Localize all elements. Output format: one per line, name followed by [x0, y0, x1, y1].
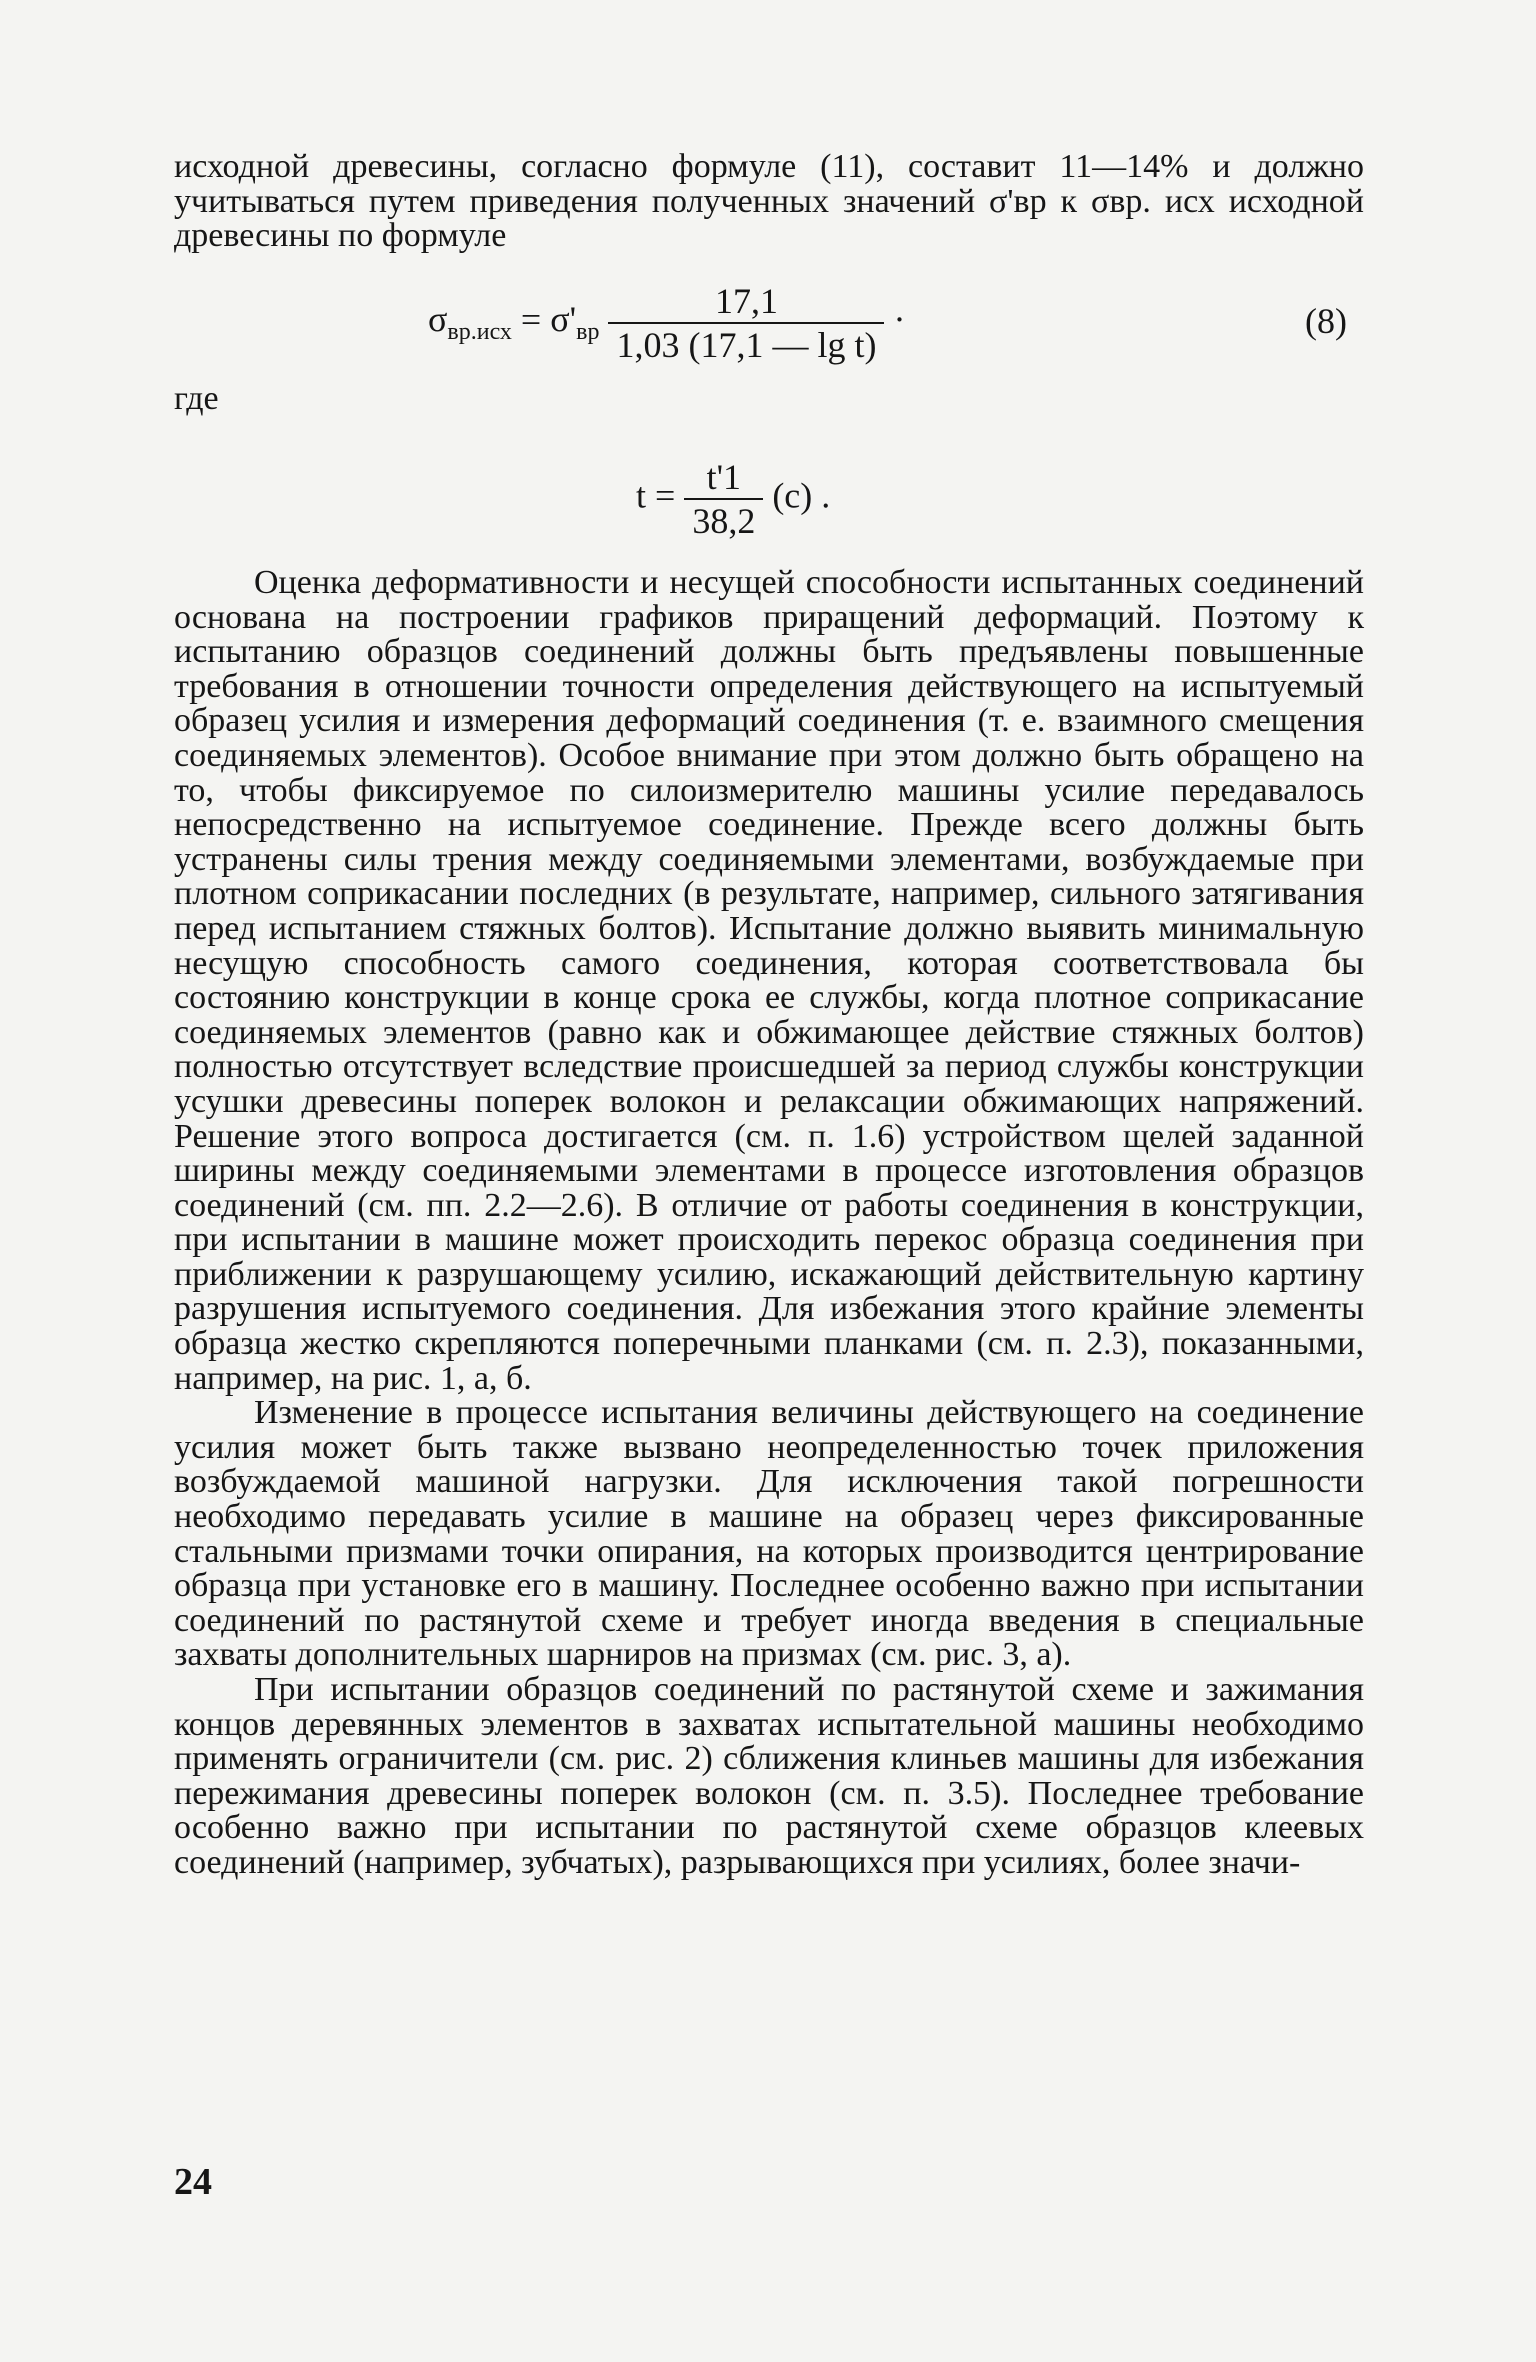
formula-8-denominator: 1,03 (17,1 — lg t) [608, 322, 884, 366]
formula-t-lhs: t = [636, 475, 676, 516]
formula-8-equals: = [520, 299, 542, 340]
where-label: где [174, 380, 219, 417]
paragraph-tension-scheme: При испытании образцов соединений по растянутой схеме и зажимания концов деревянных элементов в захватах испытательной машины необходимо применять ограничители (см. рис. 2) сближения клиньев машины для избежания пережимания древесины поперек волокон (см. п. 3.5). Последнее требование особенно важно при испытании по растянутой схеме образцов клеевых соединений (например, зубчатых), разрывающихся при усилиях, более значи- [174, 1671, 1364, 1881]
formula-8-numerator: 17,1 [714, 281, 778, 321]
formula-8-lhs: $\sigma_{вр.исх}$ [428, 299, 512, 346]
formula-t [636, 456, 830, 542]
formula-8-sigma: $\sigma'_{вр}$ [550, 299, 600, 346]
formula-8 [428, 280, 905, 366]
formula-t-denominator: 38,2 [684, 498, 763, 542]
formula-8-dot: · [893, 299, 906, 340]
paragraph-load-change: Изменение в процессе испытания величины действующего на соединение усилия может быть также вызвано неопределенностью точек приложения возбуждаемой машиной нагрузки. Для исключения такой погрешности необходимо передавать усилие в машине на образец через фиксированные стальными призмами точки опирания, на которых производится центрирование образца при установке его в машину. Последнее особенно важно при испытании соединений по растянутой схеме и требует иногда введения в специальные захваты дополнительных шарниров на призмах (см. рис. 3, а). [174, 1394, 1364, 1674]
intro-paragraph [174, 150, 1364, 254]
formula-t-fraction [684, 456, 763, 542]
formula-8-fraction [608, 280, 884, 366]
body-text [174, 566, 1364, 1881]
equation-number: (8) [1305, 301, 1347, 341]
formula-t-numerator: t'1 [706, 457, 742, 497]
paragraph-assessment: Оценка деформативности и несущей способности испытанных соединений основана на построении графиков приращений деформаций. Поэтому к испытанию образцов соединений должны быть предъявлены повышенные требования в отношении точности определения действующего на испытуемый образец усилия и измерения деформаций соединения (т. е. взаимного смещения соединяемых элементов). Особое внимание при этом должно быть обращено на то, чтобы фиксируемое по силоизмерителю машины усилие передавалось непосредственно на испытуемое соединение. Прежде всего должны быть устранены силы трения между соединяемыми элементами, возбуждаемые при плотном соприкасании последних (в результате, например, сильного затягивания перед испытанием стяжных болтов). Испытание должно выявить минимальную несущую способность самого соединения, которая соответствовала бы состоянию конструкции в конце срока ее службы, когда плотное соприкасание соединяемых элементов (равно как и обжимающее действие стяжных болтов) полностью отсутствует вследствие происшедшей за период службы конструкции усушки древесины поперек волокон и релаксации обжимающих напряжений. Решение этого вопроса достигается (см. п. 1.6) устройством щелей заданной ширины между соединяемыми элементами в процессе изготовления образцов соединений (см. пп. 2.2—2.6). В отличие от работы соединения в конструкции, при испытании в машине может происходить перекос образца соединения при приближении к разрушающему усилию, искажающий действительную картину разрушения испытуемого соединения. Для избежания этого крайние элементы образца жестко скрепляются поперечными планками (см. п. 2.3), показанными, например, на рис. 1, а, б. [174, 564, 1364, 1397]
formula-t-suffix: (c) . [772, 475, 831, 516]
page-number: 24 [174, 2161, 212, 2203]
intro-text: исходной древесины, согласно формуле (11), составит 11—14% и должно учитываться путем приведения полученных значений σ'вр к σвр. исх исходной древесины по формуле [174, 148, 1364, 255]
